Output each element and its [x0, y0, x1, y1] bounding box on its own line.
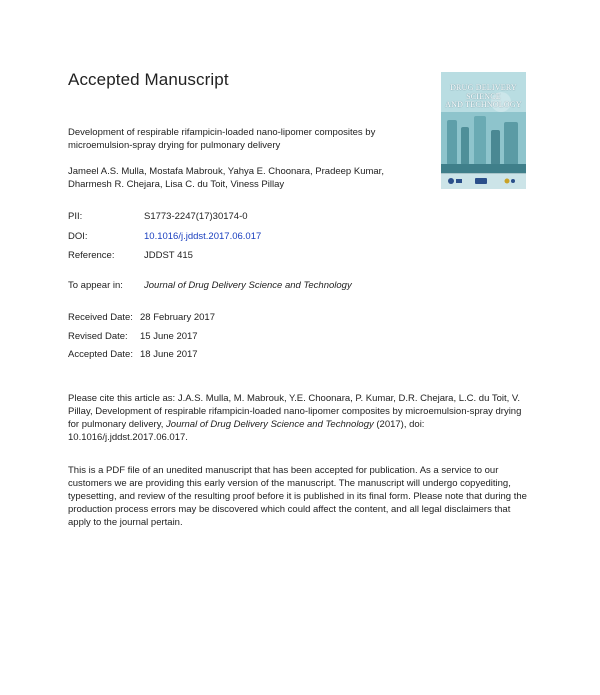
doi-link[interactable]: 10.1016/j.jddst.2017.06.017 — [144, 231, 262, 242]
page-heading: Accepted Manuscript — [68, 70, 229, 89]
citation-suffix: (2017), doi: 10.1016/j.jddst.2017.06.017. — [68, 419, 425, 443]
doi-label: DOI: — [68, 231, 88, 242]
citation-paragraph — [68, 392, 533, 444]
pii-label: PII: — [68, 211, 83, 222]
publisher-logos — [445, 176, 522, 186]
reference-label: Reference: — [68, 250, 115, 261]
reference-value: JDDST 415 — [144, 250, 193, 261]
accepted-label: Accepted Date: — [68, 349, 133, 360]
appear-label: To appear in: — [68, 280, 123, 291]
article-title: Development of respirable rifampicin-loaded nano-lipomer composites by microemulsion-spray drying for pulmonary delivery — [68, 127, 376, 151]
cover-title-line: AND TECHNOLOGY — [445, 100, 522, 109]
author-list: Jameel A.S. Mulla, Mostafa Mabrouk, Yahya E. Choonara, Pradeep Kumar, Dharmesh R. Chejara, Lisa C. du Toit, Viness Pillay — [68, 166, 384, 190]
pii-value: S1773-2247(17)30174-0 — [144, 211, 248, 222]
citation-prefix: Please cite this article as: J.A.S. Mulla, M. Mabrouk, Y.E. Choonara, P. Kumar, D.R. Chejara, L.C. du Toit, V. Pillay, Development of respirable rifampicin-loaded nano-lipomer composites by microemulsion-spray drying for pulmonary delivery, — [68, 393, 522, 430]
journal-cover-image — [441, 72, 526, 189]
accepted-value: 18 June 2017 — [140, 349, 198, 360]
received-label: Received Date: — [68, 312, 133, 323]
received-value: 28 February 2017 — [140, 312, 215, 323]
revised-label: Revised Date: — [68, 331, 128, 342]
disclaimer-paragraph: This is a PDF file of an unedited manuscript that has been accepted for publication. As a service to our customers we are providing this early version of the manuscript. The manuscript will undergo copyediting, typesetting, and review of the resulting proof before it is published in its final form. Please note that during the production process errors may be discovered which could affect the content, and all legal disclaimers that apply to the journal pertain. — [68, 465, 527, 528]
cover-title — [444, 84, 523, 110]
journal-name: Journal of Drug Delivery Science and Technology — [144, 280, 352, 291]
cover-title-line: SCIENCE — [466, 91, 501, 101]
citation-journal: Journal of Drug Delivery Science and Technology — [166, 419, 374, 430]
cover-title-line: DRUG DELIVERY — [450, 83, 517, 92]
revised-value: 15 June 2017 — [140, 331, 198, 342]
